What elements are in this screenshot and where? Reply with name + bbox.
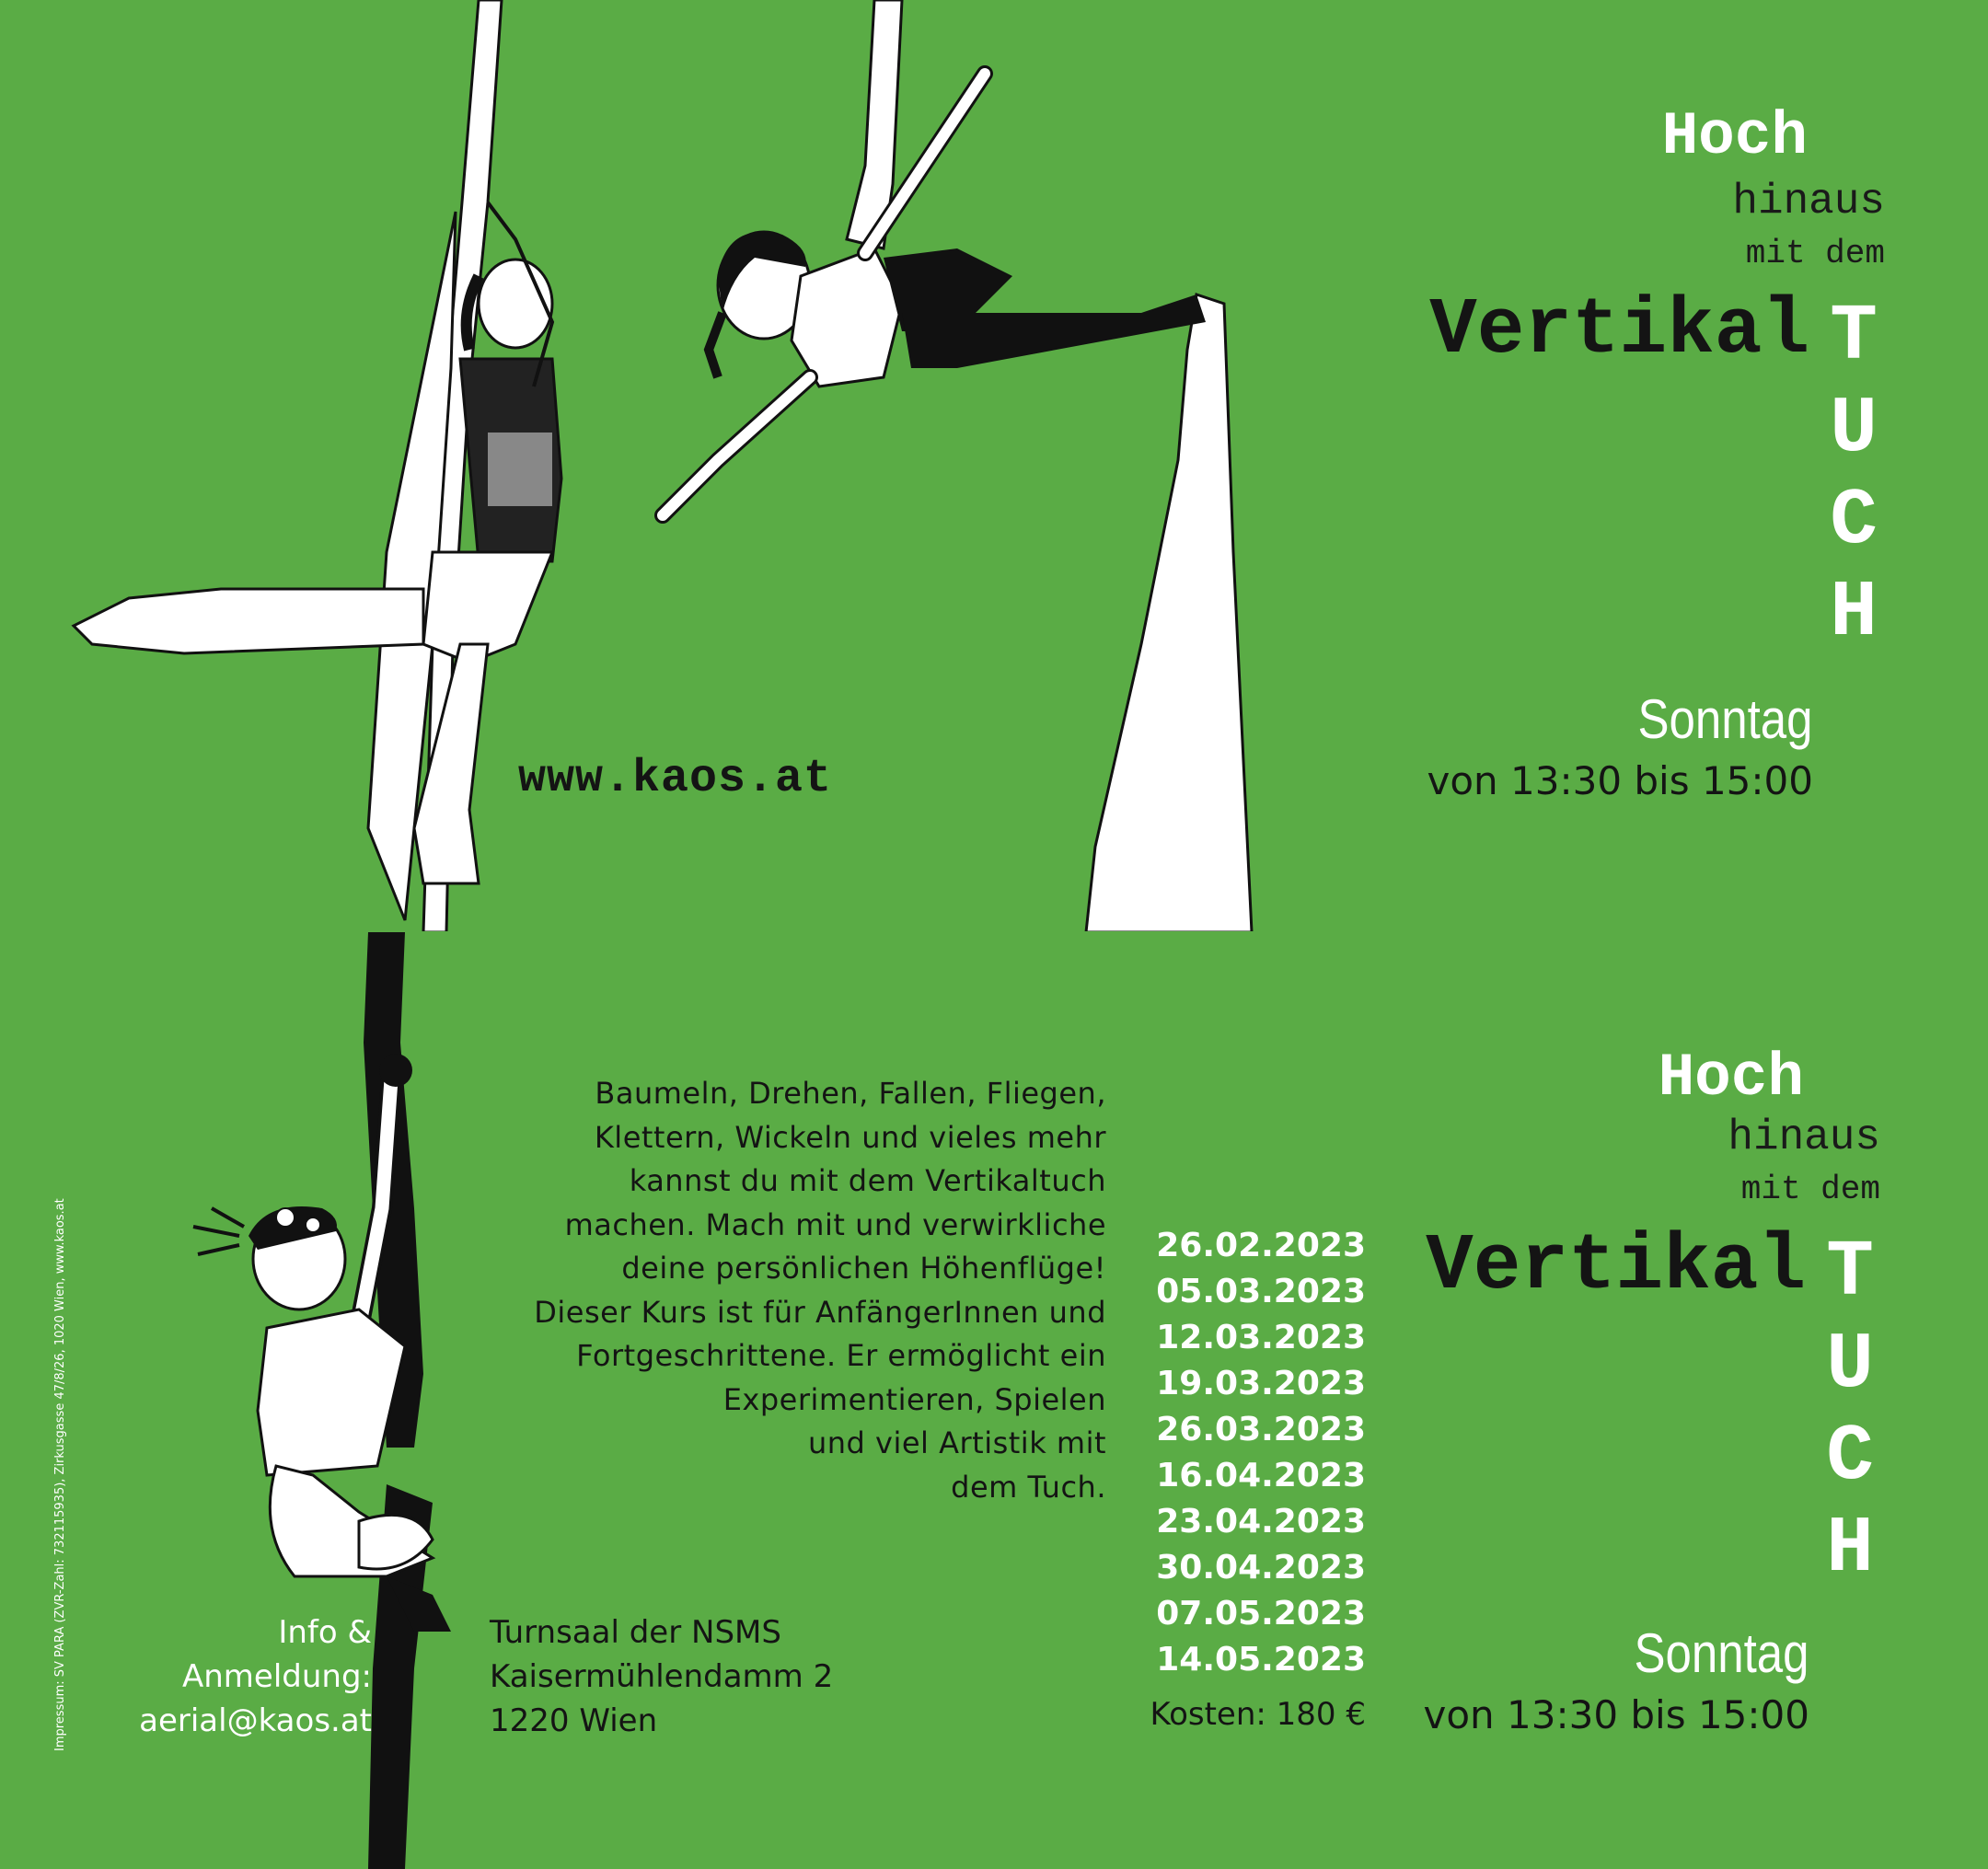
course-date: 19.03.2023 <box>1156 1365 1366 1402</box>
title-hoch: Hoch <box>1661 102 1808 171</box>
description-line: und viel Artistik mit <box>807 1425 1106 1460</box>
venue-line: Turnsaal der NSMS <box>490 1614 781 1651</box>
course-date: 14.05.2023 <box>1156 1641 1366 1679</box>
venue-address <box>490 1610 833 1743</box>
day-label: Sonntag <box>1634 1622 1809 1684</box>
info-line: Anmeldung: <box>181 1658 372 1695</box>
course-date: 23.04.2023 <box>1156 1503 1366 1540</box>
course-date: 05.03.2023 <box>1156 1273 1366 1310</box>
bottom-panel <box>0 932 1988 1869</box>
info-line: Info & <box>278 1614 372 1651</box>
course-cost: Kosten: 180 € <box>1150 1696 1366 1733</box>
title-tuch-vertical <box>1817 291 1890 659</box>
time-label: von 13:30 bis 15:00 <box>1423 1692 1809 1737</box>
title-vertikal: Vertikal <box>1426 1221 1806 1311</box>
title-hoch: Hoch <box>1658 1044 1804 1113</box>
title-mit-dem: mit dem <box>1740 1171 1880 1208</box>
description-line: Experimentieren, Spielen <box>722 1381 1106 1417</box>
website-text[interactable]: www.kaos.at <box>518 753 833 805</box>
title-tuch-letter: T <box>1826 1228 1874 1318</box>
course-date: 30.04.2023 <box>1156 1549 1366 1586</box>
description-line: dem Tuch. <box>951 1469 1106 1505</box>
course-description <box>462 1072 1106 1509</box>
description-line: Baumeln, Drehen, Fallen, Fliegen, <box>595 1076 1106 1111</box>
title-tuch-letter: C <box>1826 1412 1874 1502</box>
description-line: Dieser Kurs ist für AnfängerInnen und <box>534 1294 1106 1330</box>
title-vertikal: Vertikal <box>1429 285 1809 375</box>
course-dates-list <box>1156 1223 1366 1683</box>
impressum-text: Impressum: SV PARA (ZVR-Zahl: 732115935), Zirkusgasse 47/8/26, 1020 Wien, www.kaos.at <box>53 1198 67 1751</box>
title-tuch-letter: T <box>1830 292 1878 382</box>
description-line: Klettern, Wickeln und vieles mehr <box>594 1119 1106 1155</box>
description-line: kannst du mit dem Vertikaltuch <box>629 1163 1106 1198</box>
title-hinaus: hinaus <box>1732 178 1885 225</box>
course-date: 16.04.2023 <box>1156 1457 1366 1494</box>
time-label: von 13:30 bis 15:00 <box>1427 758 1813 803</box>
course-date: 07.05.2023 <box>1156 1595 1366 1632</box>
title-tuch-letter: H <box>1826 1504 1874 1594</box>
day-label: Sonntag <box>1637 688 1813 750</box>
course-date: 26.02.2023 <box>1156 1227 1366 1264</box>
description-line: machen. Mach mit und verwirkliche <box>564 1206 1106 1242</box>
venue-line: 1220 Wien <box>490 1702 658 1739</box>
title-mit-dem: mit dem <box>1745 235 1885 272</box>
title-tuch-letter: U <box>1826 1320 1874 1410</box>
venue-line: Kaisermühlendamm 2 <box>490 1658 834 1695</box>
top-panel <box>0 0 1988 932</box>
contact-email-link[interactable]: aerial@kaos.at <box>139 1702 372 1739</box>
description-line: deine persönlichen Höhenflüge! <box>621 1251 1106 1286</box>
course-date: 12.03.2023 <box>1156 1319 1366 1356</box>
info-registration <box>139 1610 372 1743</box>
description-line: Fortgeschrittene. Er ermöglicht ein <box>576 1338 1106 1373</box>
course-date: 26.03.2023 <box>1156 1411 1366 1448</box>
title-tuch-letter: C <box>1830 476 1878 566</box>
title-tuch-vertical <box>1813 1227 1887 1595</box>
title-tuch-letter: U <box>1830 384 1878 474</box>
title-hinaus: hinaus <box>1728 1113 1880 1161</box>
title-tuch-letter: H <box>1830 568 1878 658</box>
